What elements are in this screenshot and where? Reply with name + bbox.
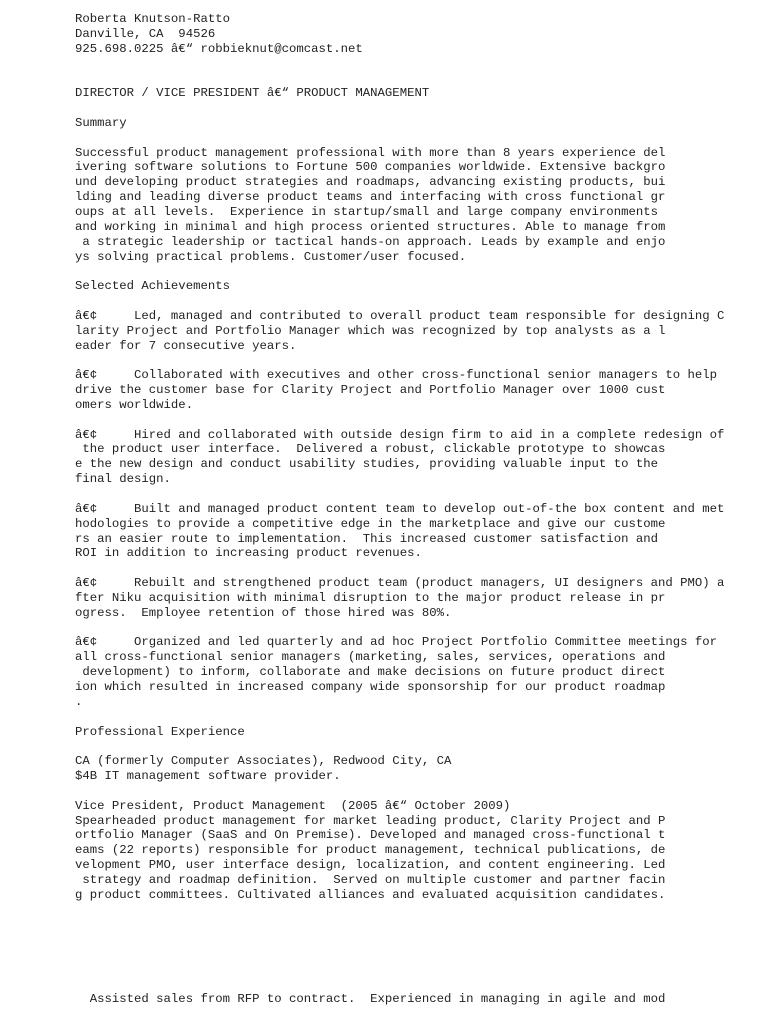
summary-line: oups at all levels. Experience in startup/small and large company environments [75,204,658,219]
achievement-item [75,309,755,354]
achievements-heading: Selected Achievements [75,279,230,294]
role-line: Spearheaded product management for market leading product, Clarity Project and P [75,813,666,828]
contact-name: Roberta Knutson-Ratto [75,12,230,26]
company-block [75,754,755,784]
summary-line: ys solving practical problems. Customer/user focused. [75,249,467,264]
role-line: velopment PMO, user interface design, localization, and content engineering. Led [75,858,666,873]
achievement-item [75,428,755,487]
role-line: ortfolio Manager (SaaS and On Premise). Developed and managed cross-functional t [75,828,666,843]
company-line: CA (formerly Computer Associates), Redwood City, CA [75,754,452,769]
summary-line: und developing product strategies and roadmaps, advancing existing products, bui [75,175,666,190]
achievement-line: â€¢ Rebuilt and strengthened product team (product managers, UI designers and PMO) a [75,576,725,591]
summary-line: and working in minimal and high process oriented structures. Able to manage from [75,219,666,234]
achievement-line: the product user interface. Delivered a robust, clickable prototype to showcas [75,442,666,457]
resume-title: DIRECTOR / VICE PRESIDENT â€“ PRODUCT MANAGEMENT [75,86,430,101]
role-line: g product committees. Cultivated alliances and evaluated acquisition candidates. [75,887,666,902]
trailing-line: Assisted sales from RFP to contract. Experienced in managing in agile and mod [75,991,666,1006]
achievement-item [75,576,755,621]
resume-document [75,12,755,1006]
contact-block [75,12,755,57]
contact-phone-email: 925.698.0225 â€“ robbieknut@comcast.net [75,41,363,56]
achievement-line: â€¢ Collaborated with executives and other cross-functional senior managers to help [75,368,718,383]
achievement-line: â€¢ Led, managed and contributed to overall product team responsible for designing C [75,308,725,323]
role-line: strategy and roadmap definition. Served on multiple customer and partner facin [75,872,666,887]
summary-line: lding and leading diverse product teams and interfacing with cross functional gr [75,190,666,205]
achievement-line: final design. [75,472,171,487]
achievement-item [75,368,755,413]
achievement-line: fter Niku acquisition with minimal disruption to the major product release in pr [75,590,666,605]
achievement-line: larity Project and Portfolio Manager which was recognized by top analysts as a l [75,323,666,338]
role-line: eams (22 reports) responsible for product management, technical publications, de [75,843,666,858]
achievement-line: drive the customer base for Clarity Project and Portfolio Manager over 1000 cust [75,383,666,398]
achievement-line: â€¢ Built and managed product content team to develop out-of-the box content and met [75,501,725,516]
achievement-line: rs an easier route to implementation. This increased customer satisfaction and [75,531,658,546]
contact-address: Danville, CA 94526 [75,26,216,41]
summary-heading: Summary [75,115,127,130]
summary-line: a strategic leadership or tactical hands-on approach. Leads by example and enjo [75,234,666,249]
achievement-line: ogress. Employee retention of those hired was 80%. [75,605,452,620]
summary-paragraph [75,146,755,265]
achievement-item [75,502,755,561]
achievement-line: â€¢ Organized and led quarterly and ad hoc Project Portfolio Committee meetings for [75,635,718,650]
achievement-line: ion which resulted in increased company wide sponsorship for our product roadmap [75,679,666,694]
achievement-line: . [75,694,83,709]
role-title-line: Vice President, Product Management (2005 â€“ October 2009) [75,798,511,813]
summary-line: Successful product management professional with more than 8 years experience del [75,145,666,160]
achievement-line: e the new design and conduct usability studies, providing valuable input to the [75,457,658,472]
achievement-line: development) to inform, collaborate and make decisions on future product direct [75,665,666,680]
achievement-line: hodologies to provide a competitive edge in the marketplace and give our custome [75,516,666,531]
experience-heading: Professional Experience [75,724,245,739]
summary-line: ivering software solutions to Fortune 500 companies worldwide. Extensive backgro [75,160,666,175]
achievement-line: omers worldwide. [75,397,194,412]
role-block [75,799,755,903]
achievement-line: all cross-functional senior managers (marketing, sales, services, operations and [75,650,666,665]
achievement-line: â€¢ Hired and collaborated with outside design firm to aid in a complete redesign of [75,427,725,442]
achievement-item [75,635,755,709]
company-line: $4B IT management software provider. [75,769,341,784]
achievement-line: eader for 7 consecutive years. [75,338,297,353]
achievement-line: ROI in addition to increasing product revenues. [75,546,422,561]
